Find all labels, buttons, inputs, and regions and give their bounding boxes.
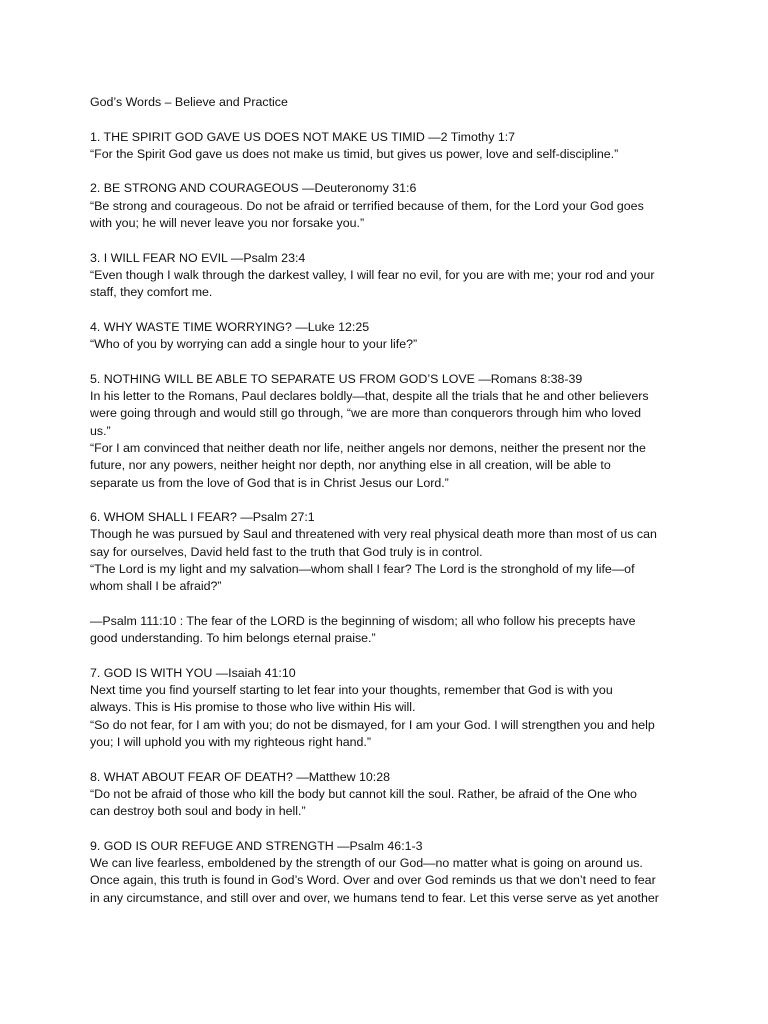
section-text-line: “So do not fear, for I am with you; do not be dismayed, for I am your God. I will strengthen you and help (90, 717, 655, 732)
section-heading: 1. THE SPIRIT GOD GAVE US DOES NOT MAKE US TIMID —2 Timothy 1:7 (90, 129, 516, 144)
section-text-line: “Who of you by worrying can add a single hour to your life?” (90, 337, 418, 352)
section-text-line: whom shall I be afraid?” (90, 579, 222, 594)
section-8 (90, 769, 690, 821)
section-text-line: staff, they comfort me. (90, 285, 213, 300)
section-text-line: Though he was pursued by Saul and threatened with very real physical death more than most of us can (90, 527, 657, 542)
section-heading: 8. WHAT ABOUT FEAR OF DEATH? —Matthew 10:28 (90, 769, 390, 784)
section-text-line: Next time you find yourself starting to let fear into your thoughts, remember that God is with you (90, 683, 613, 698)
section-text-line: We can live fearless, emboldened by the strength of our God—no matter what is going on around us. (90, 856, 643, 871)
section-heading: 5. NOTHING WILL BE ABLE TO SEPARATE US FROM GOD’S LOVE —Romans 8:38-39 (90, 371, 583, 386)
section-text-line: good understanding. To him belongs eternal praise.” (90, 631, 376, 646)
section-text-line: “For I am convinced that neither death nor life, neither angels nor demons, neither the present nor the (90, 440, 646, 455)
section-heading: 4. WHY WASTE TIME WORRYING? —Luke 12:25 (90, 319, 370, 334)
section-text-line: In his letter to the Romans, Paul declares boldly—that, despite all the trials that he and other believers (90, 389, 649, 404)
section-text-line: you; I will uphold you with my righteous right hand.” (90, 734, 371, 749)
section-1 (90, 129, 690, 164)
section-text-line: “The Lord is my light and my salvation—whom shall I fear? The Lord is the stronghold of my life—of (90, 562, 635, 577)
section-text-line: “For the Spirit God gave us does not make us timid, but gives us power, love and self-discipline.” (90, 146, 619, 161)
section-text-line: were going through and would still go through, “we are more than conquerors through him who loved (90, 406, 642, 421)
section-text-line: “Even though I walk through the darkest valley, I will fear no evil, for you are with me; your rod and your (90, 267, 655, 282)
section-text-line: always. This is His promise to those who live within His will. (90, 700, 416, 715)
section-heading: 3. I WILL FEAR NO EVIL —Psalm 23:4 (90, 250, 306, 265)
section-7 (90, 665, 690, 751)
section-heading: 7. GOD IS WITH YOU —Isaiah 41:10 (90, 665, 296, 680)
section-9 (90, 838, 690, 907)
section-text-line: “Be strong and courageous. Do not be afraid or terrified because of them, for the Lord your God goes (90, 198, 644, 213)
document-title: God’s Words – Believe and Practice (90, 95, 288, 109)
section-4 (90, 319, 690, 354)
section-6 (90, 509, 690, 595)
section-psalm-111 (90, 613, 690, 648)
section-text-line: “Do not be afraid of those who kill the body but cannot kill the soul. Rather, be afraid of the One who (90, 786, 637, 801)
section-text-line: in any circumstance, and still over and over, we humans tend to fear. Let this verse serve as yet another (90, 890, 659, 905)
section-heading: 2. BE STRONG AND COURAGEOUS —Deuteronomy 31:6 (90, 181, 417, 196)
section-text-line: separate us from the love of God that is in Christ Jesus our Lord.” (90, 475, 449, 490)
section-text-line: us.” (90, 423, 111, 438)
section-2 (90, 180, 690, 232)
section-text-line: say for ourselves, David held fast to the truth that God truly is in control. (90, 544, 483, 559)
section-text-line: with you; he will never leave you nor forsake you.” (90, 216, 365, 231)
section-5 (90, 371, 690, 492)
section-text-line: Once again, this truth is found in God’s Word. Over and over God reminds us that we don’t need to fear (90, 873, 656, 888)
section-3 (90, 250, 690, 302)
section-heading: 9. GOD IS OUR REFUGE AND STRENGTH —Psalm 46:1-3 (90, 838, 423, 853)
document-page (90, 94, 690, 907)
section-heading: —Psalm 111:10 : The fear of the LORD is the beginning of wisdom; all who follow his precepts have (90, 613, 636, 628)
section-heading: 6. WHOM SHALL I FEAR? —Psalm 27:1 (90, 510, 315, 525)
section-text-line: future, nor any powers, neither height nor depth, nor anything else in all creation, will be able to (90, 458, 611, 473)
section-text-line: can destroy both soul and body in hell.” (90, 804, 306, 819)
